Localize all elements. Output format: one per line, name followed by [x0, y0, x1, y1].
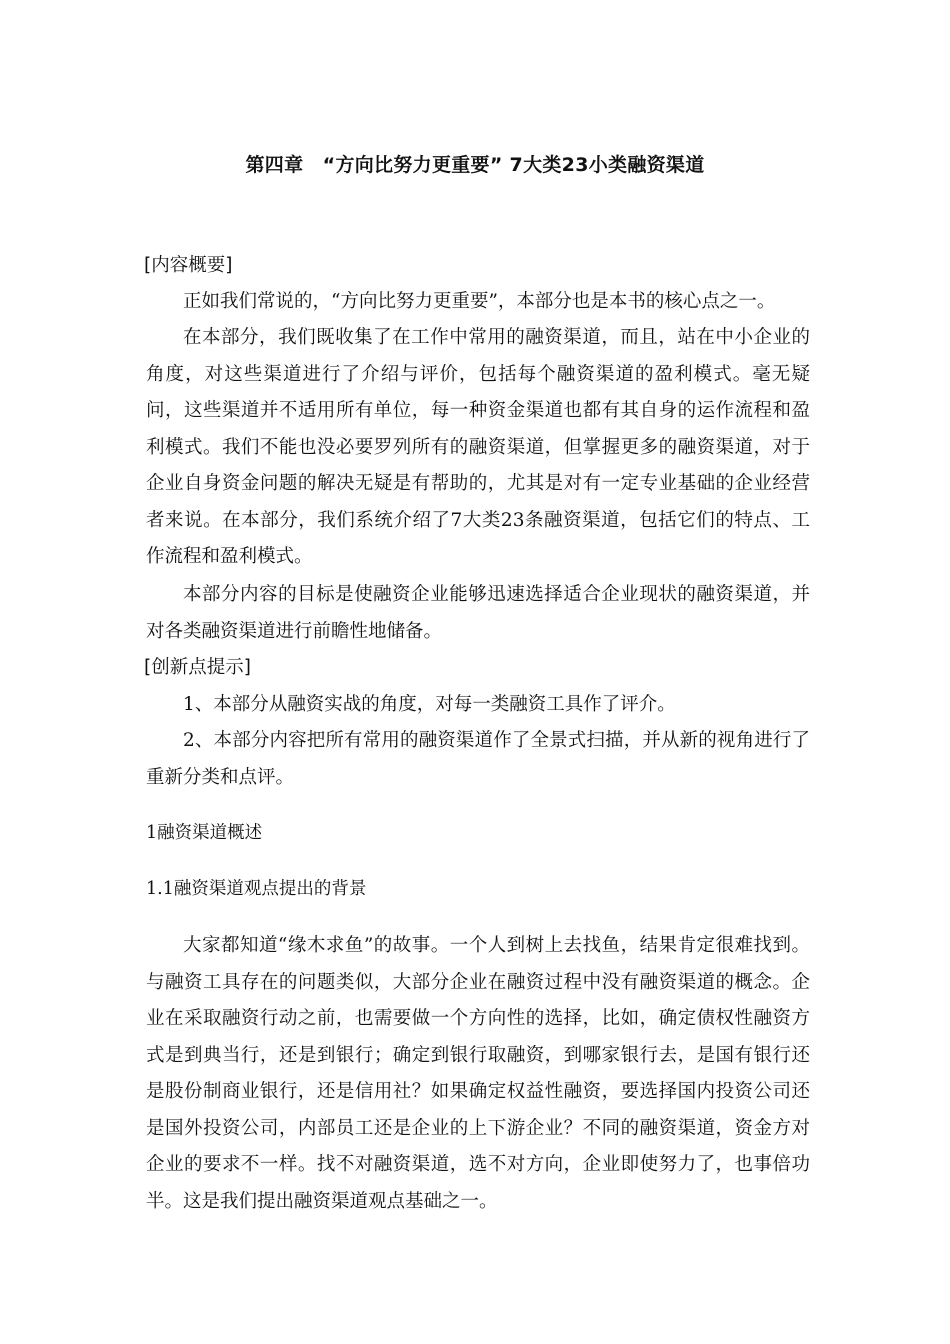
subsection-heading: 1.1融资渠道观点提出的背景 [146, 879, 367, 899]
chapter-title: 第四章 “方向比努力更重要” 7大类23小类融资渠道 [245, 154, 705, 176]
innovation-label: [创新点提示] [144, 657, 251, 678]
innovation-point: 2、本部分内容把所有常用的融资渠道作了全景式扫描，并从新的视角进行了重新分类和点评。 [146, 730, 810, 788]
summary-paragraph: 本部分内容的目标是使融资企业能够迅速选择适合企业现状的融资渠道，并对各类融资渠道进行前瞻性地储备。 [146, 584, 810, 642]
summary-paragraph: 在本部分，我们既收集了在工作中常用的融资渠道，而且，站在中小企业的角度，对这些渠道进行了介绍与评价，包括每个融资渠道的盈利模式。毫无疑问，这些渠道并不适用所有单位，每一种资金渠道也都有其自身的运作流程和盈利模式。我们不能也没必要罗列所有的融资渠道，但掌握更多的融资渠道，对于企业自身资金问题的解决无疑是有帮助的，尤其是对有一定专业基础的企业经营者来说。在本部分，我们系统介绍了7大类23条融资渠道，包括它们的特点、工作流程和盈利模式。 [146, 327, 810, 567]
innovation-point: 1、本部分从融资实战的角度，对每一类融资工具作了评介。 [183, 694, 676, 715]
section-heading: 1融资渠道概述 [146, 823, 263, 843]
summary-label: [内容概要] [144, 255, 233, 276]
section-paragraph: 大家都知道“缘木求鱼”的故事。一个人到树上去找鱼，结果肯定很难找到。与融资工具存在的问题类似，大部分企业在融资过程中没有融资渠道的概念。企业在采取融资行动之前，也需要做一个方向性的选择，比如，确定债权性融资方式是到典当行，还是到银行；确定到银行取融资，到哪家银行去，是国有银行还是股份制商业银行，还是信用社？如果确定权益性融资，要选择国内投资公司还是国外投资公司，内部员工还是企业的上下游企业？不同的融资渠道，资金方对企业的要求不一样。找不对融资渠道，选不对方向，企业即使努力了，也事倍功半。这是我们提出融资渠道观点基础之一。 [146, 935, 810, 1212]
summary-paragraph: 正如我们常说的，“方向比努力更重要”，本部分也是本书的核心点之一。 [183, 291, 776, 312]
